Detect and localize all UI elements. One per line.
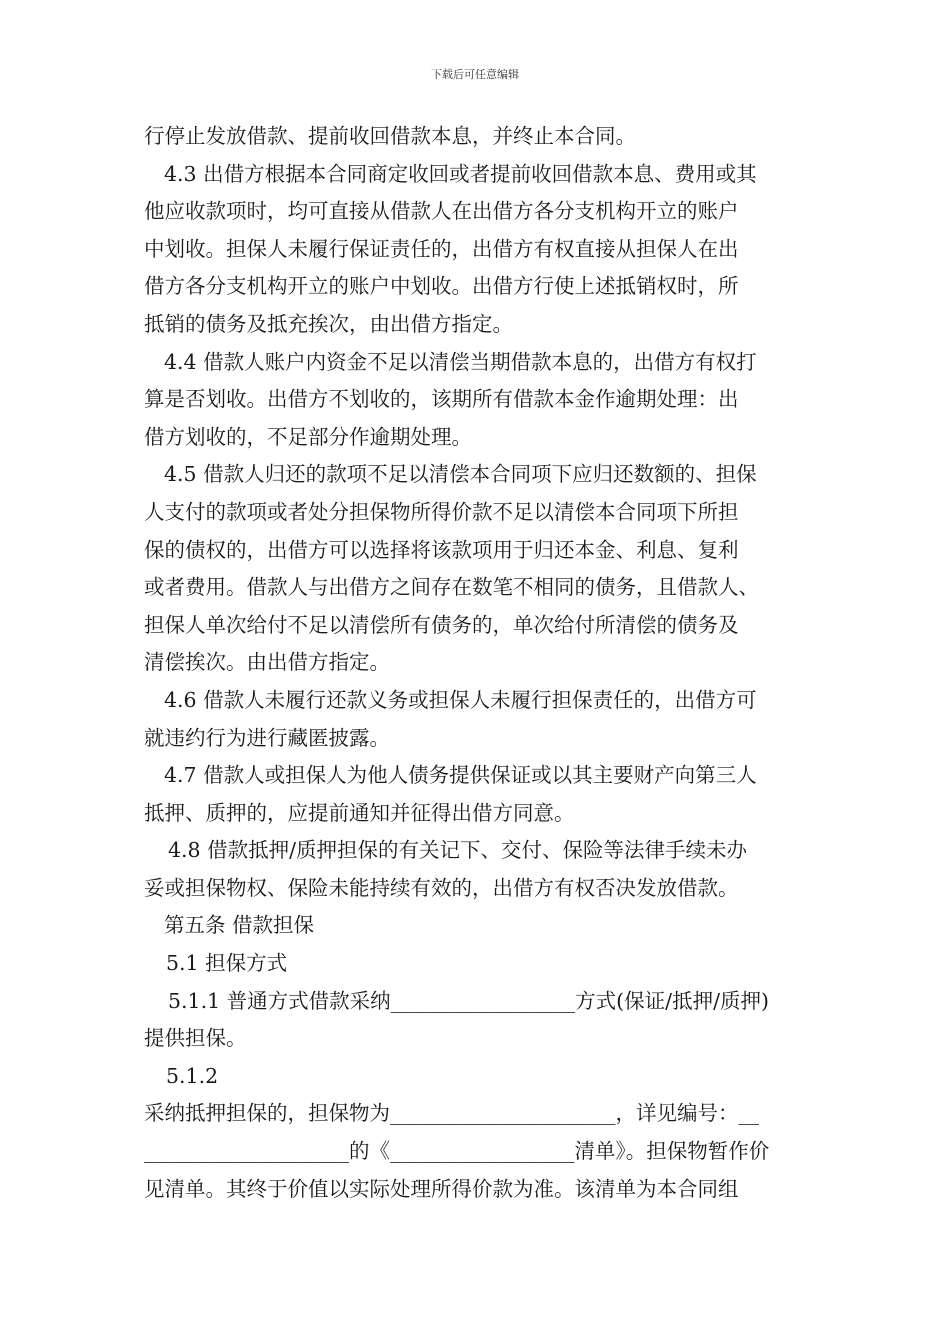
text-line: 行停止发放借款、提前收回借款本息，并终止本合同。: [144, 124, 636, 148]
clause-4-3: 4.3 出借方根据本合同商定收回或者提前收回借款本息、费用或其: [164, 161, 757, 186]
text-line: 担保人单次给付不足以清偿所有债务的，单次给付所清偿的债务及: [144, 612, 739, 637]
text-line: 就违约行为进行藏匿披露。: [144, 725, 390, 750]
clause-4-4: 4.4 借款人账户内资金不足以清偿当期借款本息的，出借方有权打: [164, 349, 757, 374]
text-line: 见清单。其终于价值以实际处理所得价款为准。该清单为本合同组: [144, 1176, 739, 1201]
clause-5-1-2-number: 5.1.2: [166, 1063, 219, 1088]
clause-4-7: 4.7 借款人或担保人为他人债务提供保证或以其主要财产向第三人: [164, 763, 757, 788]
text-line: 保的债权的，出借方可以选择将该款项用于归还本金、利息、复利: [144, 537, 739, 562]
clause-4-5: 4.5 借款人归还的款项不足以清偿本合同项下应归还数额的、担保: [164, 462, 757, 487]
document-body: [144, 118, 814, 1208]
text-line: 提供担保。: [144, 1026, 247, 1051]
clause-4-8: 4.8 借款抵押/质押担保的有关记下、交付、保险等法律手续未办: [168, 838, 748, 863]
text-line: 算是否划收。出借方不划收的，该期所有借款本金作逾期处理：出: [144, 387, 739, 412]
clause-5-1-1: 5.1.1 普通方式借款采纳__________________方式(保证/抵押/质押): [168, 988, 769, 1013]
section-5-1-heading: 5.1 担保方式: [166, 951, 288, 976]
text-line: 他应收款项时，均可直接从借款人在出借方各分支机构开立的账户: [144, 199, 739, 224]
text-line: 借方各分支机构开立的账户中划收。出借方行使上述抵销权时，所: [144, 274, 739, 299]
text-line: 抵销的债务及抵充挨次，由出借方指定。: [144, 311, 513, 336]
text-line: 妥或担保物权、保险未能持续有效的，出借方有权否决发放借款。: [144, 875, 739, 900]
text-line: ____________________的《__________________清单》。担保物暂作价: [144, 1139, 770, 1164]
text-line: 中划收。担保人未履行保证责任的，出借方有权直接从担保人在出: [144, 236, 739, 261]
article-5-heading: 第五条 借款担保: [164, 913, 315, 938]
text-line: 抵押、质押的，应提前通知并征得出借方同意。: [144, 800, 575, 825]
page-header: 下载后可任意编辑: [431, 68, 519, 81]
text-line: 人支付的款项或者处分担保物所得价款不足以清偿本合同项下所担: [144, 499, 739, 524]
text-line: 或者费用。借款人与出借方之间存在数笔不相同的债务，且借款人、: [144, 575, 759, 600]
clause-4-6: 4.6 借款人未履行还款义务或担保人未履行担保责任的，出借方可: [164, 687, 757, 712]
clause-5-1-2: 采纳抵押担保的，担保物为______________________，详见编号：__: [144, 1101, 759, 1126]
text-line: 清偿挨次。由出借方指定。: [144, 650, 390, 675]
text-line: 借方划收的，不足部分作逾期处理。: [144, 424, 472, 449]
